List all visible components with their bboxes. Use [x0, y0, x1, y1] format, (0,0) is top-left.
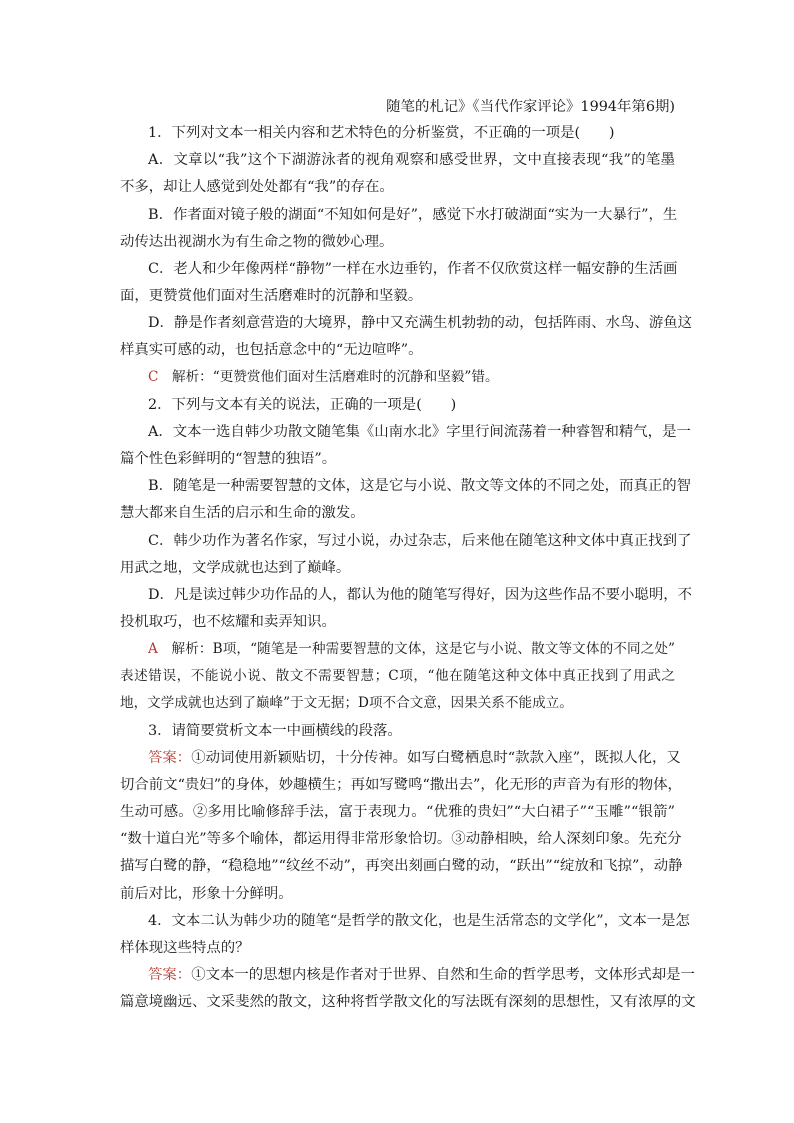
q1-option-d-line2: 样真实可感的动，也包括意念中的“无边喧哗”。	[120, 342, 423, 358]
q1-option-b-line1: B．作者面对镜子般的湖面“不知如何是好”，感觉下水打破湖面“实为一大暴行”，生	[148, 207, 678, 223]
q2-option-b-line1: B．随笔是一种需要智慧的文体，这是它与小说、散文等文体的不同之处，而真正的智	[148, 478, 692, 494]
q3-answer-line6: 前后对比，形象十分鲜明。	[120, 886, 293, 902]
q1-option-a-line2: 不多，却让人感觉到处处都有“我”的存在。	[120, 179, 394, 195]
q1-option-d-line1: D．静是作者刻意营造的大境界，静中又充满生机勃勃的动，包括阵雨、水鸟、游鱼这	[148, 315, 692, 331]
q1-option-c-line2: 面，更赞赏他们面对生活磨难时的沉静和坚毅。	[120, 288, 423, 304]
q2-explanation-line2: 表述错误，不能说小说、散文不需要智慧；C项，“他在随笔这种文体中真正找到了用武之	[120, 668, 675, 684]
q4-answer-label: 答案：	[148, 967, 192, 983]
q2-answer-letter: A	[148, 641, 158, 657]
q3-answer-label: 答案：	[148, 750, 192, 766]
q1-option-b-line2: 动传达出视湖水为有生命之物的微妙心理。	[120, 234, 394, 250]
q3-answer-line4: “数十道白光”等多个喻体，都运用得非常形象恰切。③动静相映，给人深刻印象。先充分	[120, 831, 682, 847]
source-citation: 随笔的札记》《当代作家评论》1994年第6期)	[386, 99, 675, 115]
q2-explanation-line3: 地，文学成就也达到了巅峰”于文无据；D项不合文意，因果关系不能成立。	[120, 695, 573, 711]
q1-answer-letter: C	[148, 369, 159, 385]
q1-option-c-line1: C．老人和少年像两样“静物”一样在水边垂钓，作者不仅欣赏这样一幅安静的生活画	[148, 261, 678, 277]
q4-answer-line1	[148, 962, 695, 988]
q2-option-d-line2: 投机取巧，也不炫耀和卖弄知识。	[120, 614, 336, 630]
q2-option-c-line1: C．韩少功作为著名作家，写过小说，办过杂志，后来他在随笔这种文体中真正找到了	[148, 533, 692, 549]
q3-answer-line3: 生动可感。②多用比喻修辞手法，富于表现力。“优雅的贵妇”“大白裙子”“玉雕”“银箭”	[120, 804, 675, 820]
q2-option-a-line2: 篇个性色彩鲜明的“智慧的独语”。	[120, 451, 337, 467]
q2-explanation-label: 解析：	[171, 641, 213, 657]
q2-explanation-line1	[148, 636, 675, 662]
q2-option-d-line1: D．凡是读过韩少功作品的人，都认为他的随笔写得好，因为这些作品不要小聪明，不	[148, 587, 692, 603]
q2-stem: 2．下列与文本有关的说法，正确的一项是( )	[148, 397, 457, 413]
q3-answer-line5: 描写白鹭的静，“稳稳地”“纹丝不动”，再突出刻画白鹭的动，“跃出”“绽放和飞掠”，动静	[120, 858, 683, 874]
q4-stem-line2: 样体现这些特点的？	[120, 940, 250, 956]
q2-explanation-text1: B项，“随笔是一种需要智慧的文体，这是它与小说、散文等文体的不同之处”	[212, 641, 676, 657]
q4-stem-line1: 4．文本二认为韩少功的随笔“是哲学的散文化，也是生活常态的文学化”，文本一是怎	[148, 913, 690, 929]
q1-explanation-label: 解析：	[172, 369, 213, 385]
q4-answer-text1: ①文本一的思想内核是作者对于世界、自然和生命的哲学思考，文体形式却是一	[191, 967, 695, 983]
q1-option-a-line1: A．文章以“我”这个下湖游泳者的视角观察和感受世界，文中直接表现“我”的笔墨	[148, 152, 675, 168]
q2-option-b-line2: 慧大都来自生活的启示和生命的激发。	[120, 505, 365, 521]
q2-option-c-line2: 用武之地，文学成就也达到了巅峰。	[120, 560, 351, 576]
q1-explanation	[148, 364, 675, 390]
q4-answer-line2: 篇意境幽远、文采斐然的散文，这种将哲学散文化的写法既有深刻的思想性，又有浓厚的文	[120, 994, 696, 1010]
q1-stem: 1．下列对文本一相关内容和艺术特色的分析鉴赏，不正确的一项是( )	[148, 125, 615, 141]
q3-answer-line1	[148, 745, 681, 771]
q3-answer-line2: 切合前文“贵妇”的身体，妙趣横生；再如写鹭鸣“撒出去”，化无形的声音为有形的物体，	[120, 777, 682, 793]
q3-stem: 3．请简要赏析文本一中画横线的段落。	[148, 723, 402, 739]
q2-option-a-line1: A．文本一选自韩少功散文随笔集《山南水北》字里行间流荡着一种睿智和精气，是一	[148, 424, 691, 440]
q1-explanation-text: “更赞赏他们面对生活磨难时的沉静和坚毅”错。	[212, 369, 499, 385]
q3-answer-text1: ①动词使用新颖贴切，十分传神。如写白鹭栖息时“款款入座”，既拟人化，又	[191, 750, 681, 766]
